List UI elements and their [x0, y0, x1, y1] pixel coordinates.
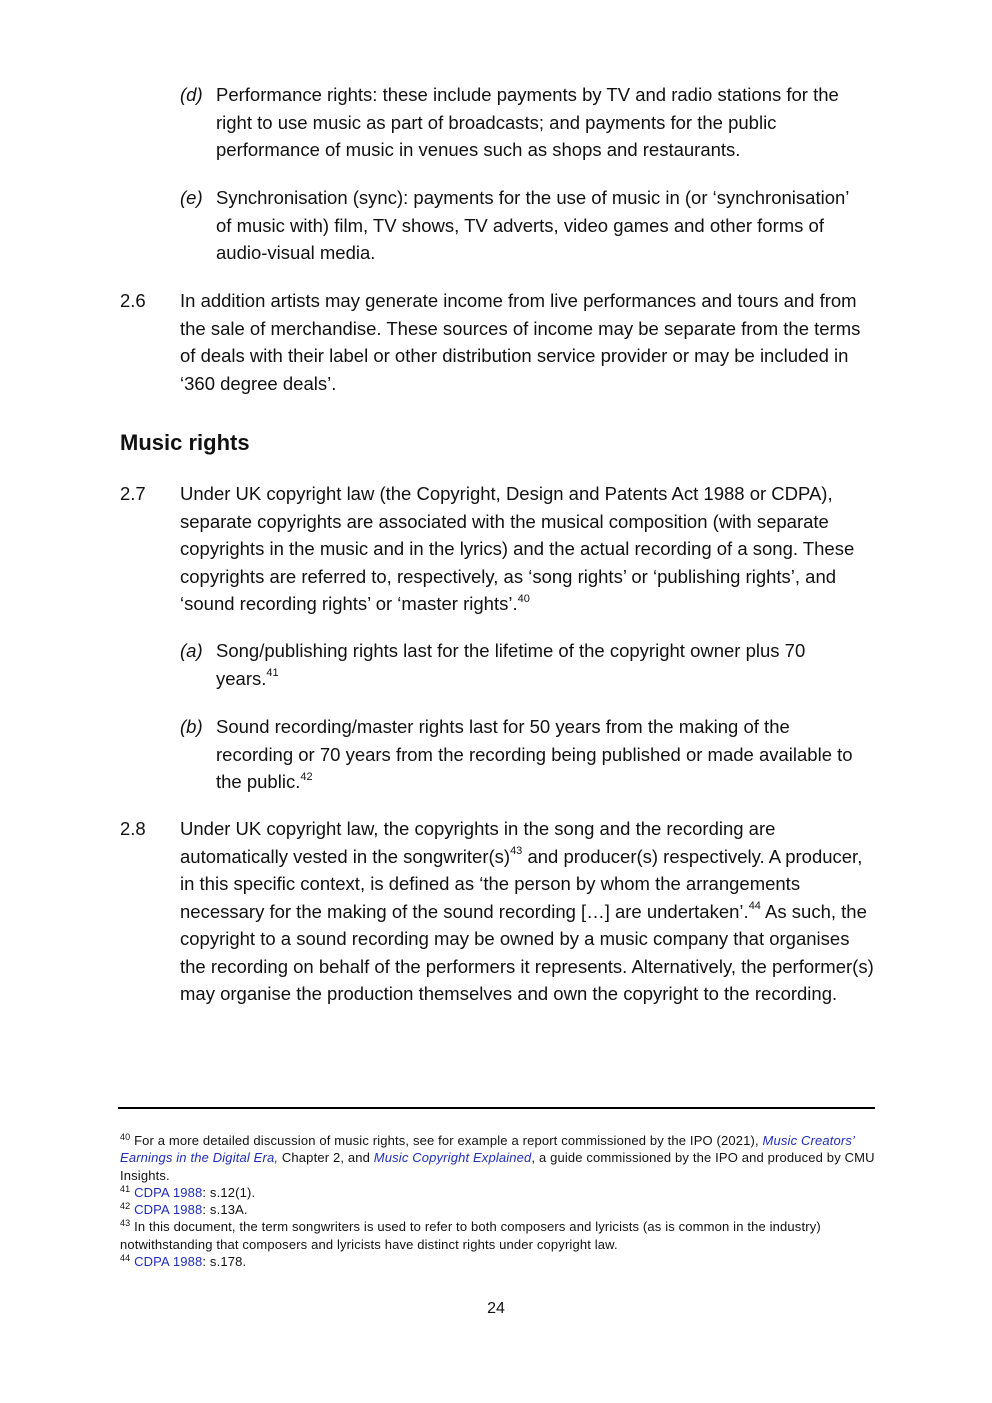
footnotes [120, 1132, 880, 1270]
paragraph-text: Under UK copyright law, the copyrights in the song and the recording are automatically vested in the songwriter(s) [180, 818, 776, 867]
paragraph-text: In addition artists may generate income from live performances and tours and from the sale of merchandise. These sources of income may be separate from the terms of deals with their label or other distribution service provider or may be included in ‘360 degree deals’. [180, 290, 861, 394]
paragraph-text: As such, the copyright to a sound recording may be owned by a music company that organises the recording on behalf of the performers it represents. Alternatively, the performer(s) may organise the production themselves and own the copyright to the recording. [180, 900, 874, 1004]
footnote-text: Chapter 2, and [278, 1150, 374, 1166]
footnote-number: 44 [120, 1252, 131, 1263]
footnote-number: 41 [120, 1183, 131, 1194]
section-heading: Music rights [120, 430, 250, 455]
paragraph-2-8 [120, 815, 874, 1008]
footnote-44 [120, 1253, 880, 1270]
footnote-number: 43 [120, 1218, 131, 1229]
page-number: 24 [487, 1300, 505, 1317]
paragraph-text: and producer(s) respectively. A producer, in this specific context, is defined as ‘the person by whom the arrangements necessary for the making of the sound recording […] are undertaken’. [180, 845, 863, 922]
footnote-ref-44[interactable]: 44 [748, 900, 761, 913]
subparagraph-label: (d) [180, 84, 203, 105]
cdpa-link[interactable]: CDPA 1988 [134, 1254, 203, 1270]
footnote-40 [120, 1132, 880, 1184]
footnote-text: : s.13A. [202, 1202, 248, 1218]
subparagraph-label: (e) [180, 187, 203, 208]
subparagraph-label: (b) [180, 716, 203, 737]
footnote-41 [120, 1184, 880, 1201]
footnote-text: , a guide commissioned by the IPO and produced by CMU Insights. [120, 1150, 875, 1183]
cdpa-link[interactable]: CDPA 1988 [134, 1184, 203, 1200]
subparagraph-b [180, 713, 868, 796]
subparagraph-a [180, 637, 868, 692]
footnote-text: For a more detailed discussion of music rights, see for example a report commissioned by the IPO (2021), [130, 1133, 763, 1148]
footnote-ref-41[interactable]: 41 [266, 667, 279, 680]
footnote-text: : s.12(1). [202, 1184, 256, 1200]
guide-link[interactable]: Music Copyright Explained [373, 1150, 532, 1166]
report-link[interactable]: Music Creators’ Earnings in the Digital Era, [120, 1133, 855, 1166]
cdpa-link[interactable]: CDPA 1988 [134, 1202, 203, 1218]
paragraph-2-7 [120, 480, 874, 618]
subparagraph-text: Performance rights: these include payments by TV and radio stations for the right to use music as part of broadcasts; and payments for the public performance of music in venues such as shops and restaurants. [216, 84, 839, 160]
footnote-ref-40[interactable]: 40 [517, 592, 530, 605]
subparagraph-text: Sound recording/master rights last for 50 years from the making of the recording or 70 years from the recording being published or made available to the public. [216, 716, 853, 792]
footnote-number: 42 [120, 1200, 131, 1211]
footnote-ref-42[interactable]: 42 [300, 770, 313, 783]
footnote-text: In this document, the term songwriters is used to refer to both composers and lyricists (as is common in the industry) notwithstanding that composers and lyricists have distinct rights under copyright law. [120, 1219, 821, 1252]
subparagraph-e [180, 184, 868, 267]
subparagraph-text: Synchronisation (sync): payments for the use of music in (or ‘synchronisation’ of music with) film, TV shows, TV adverts, video games and other forms of audio-visual media. [216, 187, 849, 263]
footnote-number: 40 [120, 1131, 131, 1142]
footnote-ref-43[interactable]: 43 [510, 845, 523, 858]
paragraph-number: 2.6 [120, 290, 146, 311]
subparagraph-label: (a) [180, 640, 203, 661]
footnote-text: : s.178. [202, 1254, 247, 1270]
footnote-43 [120, 1218, 880, 1253]
footnote-divider [118, 1107, 875, 1109]
paragraph-number: 2.7 [120, 483, 146, 504]
paragraph-2-6 [120, 287, 874, 397]
footnote-42 [120, 1201, 880, 1218]
subparagraph-text: Song/publishing rights last for the lifetime of the copyright owner plus 70 years. [216, 640, 806, 689]
paragraph-number: 2.8 [120, 818, 146, 839]
subparagraph-d [180, 81, 868, 164]
paragraph-text: Under UK copyright law (the Copyright, Design and Patents Act 1988 or CDPA), separate copyrights are associated with the musical composition (with separate copyrights in the music and in the lyrics) and the actual recording of a song. These copyrights are referred to, respectively, as ‘song rights’ or ‘publishing rights’, and ‘sound recording rights’ or ‘master rights’. [180, 483, 855, 614]
